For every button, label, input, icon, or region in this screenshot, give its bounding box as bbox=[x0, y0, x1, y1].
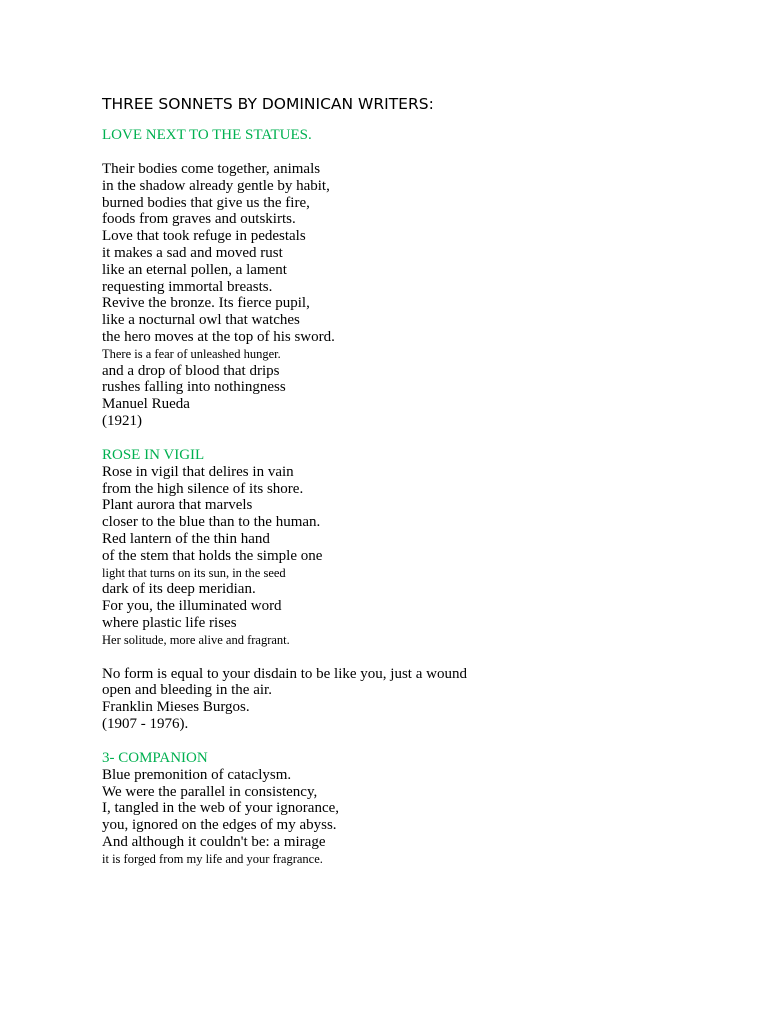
poem-line: in the shadow already gentle by habit, bbox=[102, 177, 330, 194]
poem-line: Their bodies come together, animals bbox=[102, 161, 321, 177]
poem-dates: (1907 - 1976). bbox=[102, 715, 189, 732]
poem-line: light that turns on its sun, in the seed bbox=[102, 565, 286, 580]
poem-line: No form is equal to your disdain to be like you, just a wound bbox=[102, 665, 467, 682]
poem-line: dark of its deep meridian. bbox=[102, 581, 256, 598]
poem-line: burned bodies that give us the fire, bbox=[102, 194, 310, 211]
poem-line: closer to the blue than to the human. bbox=[102, 514, 321, 531]
poem-line: like an eternal pollen, a lament bbox=[102, 261, 287, 278]
poem-line: the hero moves at the top of his sword. bbox=[102, 328, 335, 345]
poem-line: Blue premonition of cataclysm. bbox=[102, 766, 292, 783]
poem-companion bbox=[102, 750, 722, 868]
poem-line: Red lantern of the thin hand bbox=[102, 530, 270, 547]
poem-line: open and bleeding in the air. bbox=[102, 682, 272, 699]
document-title: THREE SONNETS BY DOMINICAN WRITERS: bbox=[102, 95, 434, 113]
poem-line: Rose in vigil that delires in vain bbox=[102, 463, 294, 480]
poem-line: rushes falling into nothingness bbox=[102, 379, 286, 396]
poem-line: of the stem that holds the simple one bbox=[102, 547, 323, 564]
poem-line: And although it couldn't be: a mirage bbox=[102, 833, 326, 850]
poem-line: I, tangled in the web of your ignorance, bbox=[102, 800, 340, 817]
poem-line: foods from graves and outskirts. bbox=[102, 211, 296, 228]
poem-love-next-to-the-statues bbox=[102, 127, 722, 430]
poem-author: Franklin Mieses Burgos. bbox=[102, 699, 250, 716]
poem-line: where plastic life rises bbox=[102, 614, 237, 631]
poem-title: LOVE NEXT TO THE STATUES. bbox=[102, 127, 312, 143]
poem-line: like a nocturnal owl that watches bbox=[102, 312, 300, 329]
poem-title: 3- COMPANION bbox=[102, 749, 208, 766]
poem-dates: (1921) bbox=[102, 412, 142, 429]
poem-line: Plant aurora that marvels bbox=[102, 497, 253, 514]
poem-line: and a drop of blood that drips bbox=[102, 362, 280, 379]
poem-line: We were the parallel in consistency, bbox=[102, 783, 318, 800]
poem-line: Revive the bronze. Its fierce pupil, bbox=[102, 295, 310, 312]
poem-line: from the high silence of its shore. bbox=[102, 480, 304, 497]
poem-line: requesting immortal breasts. bbox=[102, 278, 273, 295]
poem-line: There is a fear of unleashed hunger. bbox=[102, 346, 281, 361]
poem-title: ROSE IN VIGIL bbox=[102, 446, 205, 463]
poem-line: Love that took refuge in pedestals bbox=[102, 228, 306, 245]
poem-line: it makes a sad and moved rust bbox=[102, 244, 283, 261]
poem-line: you, ignored on the edges of my abyss. bbox=[102, 817, 337, 834]
poem-line: For you, the illuminated word bbox=[102, 598, 282, 615]
poem-rose-in-vigil bbox=[102, 447, 722, 733]
poem-line: Her solitude, more alive and fragrant. bbox=[102, 632, 290, 647]
document-page bbox=[102, 93, 722, 867]
poem-line: it is forged from my life and your fragrance. bbox=[102, 851, 323, 866]
poem-author: Manuel Rueda bbox=[102, 396, 190, 413]
